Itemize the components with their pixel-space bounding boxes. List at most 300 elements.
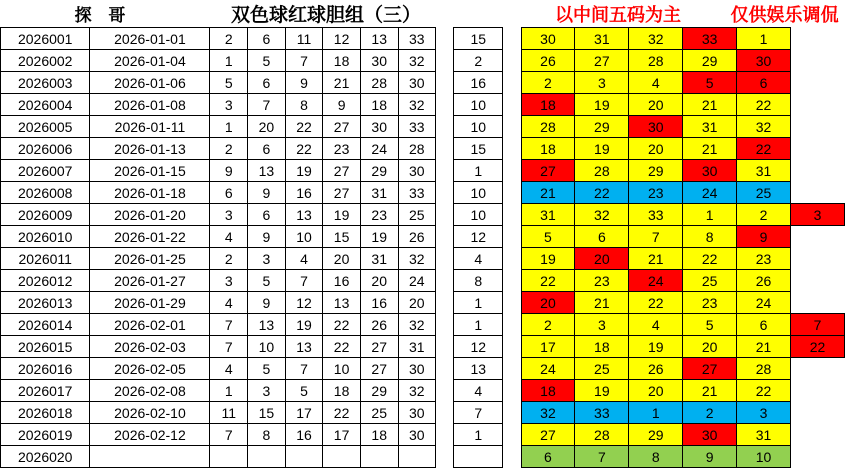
blue-ball-cell: 1	[454, 292, 503, 314]
prediction-cell	[790, 446, 844, 468]
red-ball-cell: 26	[360, 314, 398, 336]
blue-ball-cell: 12	[454, 336, 503, 358]
prediction-cell: 7	[575, 446, 629, 468]
red-ball-cell: 17	[285, 402, 323, 424]
prediction-cell	[790, 248, 844, 270]
prediction-cell: 28	[575, 424, 629, 446]
blue-ball-cell: 1	[454, 424, 503, 446]
spacer-cell	[436, 292, 454, 314]
red-ball-cell: 12	[323, 28, 361, 50]
prediction-cell: 8	[683, 226, 737, 248]
draw-date-cell: 2026-02-03	[90, 336, 210, 358]
prediction-cell	[790, 138, 844, 160]
prediction-cell: 29	[683, 50, 737, 72]
spacer-cell	[436, 72, 454, 94]
red-ball-cell: 5	[248, 358, 286, 380]
blue-ball-cell: 10	[454, 204, 503, 226]
author-title: 探 哥	[74, 6, 132, 25]
prediction-cell	[790, 50, 844, 72]
red-ball-cell: 24	[360, 138, 398, 160]
issue-cell: 2026019	[1, 424, 90, 446]
red-ball-cell: 6	[248, 72, 286, 94]
red-ball-cell: 18	[360, 94, 398, 116]
spacer-cell	[503, 116, 521, 138]
red-ball-cell: 8	[285, 94, 323, 116]
prediction-cell: 24	[629, 270, 683, 292]
blue-ball-cell: 2	[454, 50, 503, 72]
spacer-cell	[436, 50, 454, 72]
subtitle-strategy: 以中间五码为主	[555, 4, 682, 25]
red-ball-cell: 21	[323, 72, 361, 94]
spacer-cell	[503, 204, 521, 226]
red-ball-cell: 32	[398, 94, 436, 116]
prediction-cell: 33	[575, 402, 629, 424]
prediction-cell: 20	[575, 248, 629, 270]
prediction-cell: 20	[521, 292, 575, 314]
prediction-cell: 21	[683, 380, 737, 402]
red-ball-cell: 13	[285, 204, 323, 226]
red-ball-cell: 9	[323, 94, 361, 116]
red-ball-cell	[210, 446, 248, 468]
red-ball-cell: 10	[323, 358, 361, 380]
prediction-cell: 32	[737, 116, 791, 138]
prediction-cell: 27	[683, 358, 737, 380]
red-ball-cell: 27	[323, 160, 361, 182]
draw-date-cell: 2026-01-18	[90, 182, 210, 204]
prediction-cell: 21	[683, 94, 737, 116]
prediction-cell: 21	[521, 182, 575, 204]
issue-cell: 2026006	[1, 138, 90, 160]
spacer-cell	[436, 160, 454, 182]
spacer-cell	[436, 204, 454, 226]
table-row	[1, 424, 845, 446]
red-ball-cell: 4	[210, 358, 248, 380]
prediction-cell	[790, 402, 844, 424]
draw-date-cell: 2026-01-13	[90, 138, 210, 160]
red-ball-cell: 5	[248, 270, 286, 292]
prediction-cell: 4	[629, 314, 683, 336]
red-ball-cell	[248, 446, 286, 468]
table-row	[1, 292, 845, 314]
red-ball-cell: 2	[210, 248, 248, 270]
spacer-cell	[503, 226, 521, 248]
spacer-cell	[436, 314, 454, 336]
rows-body	[1, 28, 845, 468]
red-ball-cell: 1	[210, 116, 248, 138]
red-ball-cell: 19	[285, 160, 323, 182]
red-ball-cell: 30	[398, 358, 436, 380]
table-row	[1, 72, 845, 94]
prediction-cell: 26	[521, 50, 575, 72]
issue-cell: 2026003	[1, 72, 90, 94]
prediction-cell	[790, 358, 844, 380]
red-ball-cell: 5	[210, 72, 248, 94]
red-ball-cell: 7	[248, 94, 286, 116]
draw-date-cell: 2026-01-11	[90, 116, 210, 138]
draw-date-cell: 2026-01-01	[90, 28, 210, 50]
red-ball-cell: 7	[285, 358, 323, 380]
red-ball-cell: 30	[398, 424, 436, 446]
red-ball-cell: 2	[210, 138, 248, 160]
red-ball-cell	[398, 446, 436, 468]
red-ball-cell: 18	[323, 380, 361, 402]
red-ball-cell: 7	[210, 424, 248, 446]
prediction-cell: 22	[737, 138, 791, 160]
prediction-cell: 30	[521, 28, 575, 50]
prediction-cell: 18	[521, 94, 575, 116]
red-ball-cell: 16	[360, 292, 398, 314]
red-ball-cell: 7	[210, 314, 248, 336]
spacer-cell	[436, 380, 454, 402]
prediction-cell: 25	[737, 182, 791, 204]
prediction-cell: 9	[737, 226, 791, 248]
red-ball-cell: 31	[398, 336, 436, 358]
prediction-cell: 24	[737, 292, 791, 314]
prediction-cell: 5	[521, 226, 575, 248]
draw-date-cell: 2026-01-06	[90, 72, 210, 94]
prediction-cell: 22	[683, 248, 737, 270]
red-ball-cell: 25	[360, 402, 398, 424]
table-row	[1, 336, 845, 358]
table-row	[1, 226, 845, 248]
red-ball-cell: 6	[248, 204, 286, 226]
red-ball-cell: 6	[248, 28, 286, 50]
red-ball-cell: 31	[360, 248, 398, 270]
red-ball-cell: 22	[323, 402, 361, 424]
draw-date-cell: 2026-02-08	[90, 380, 210, 402]
table-row	[1, 182, 845, 204]
issue-cell: 2026005	[1, 116, 90, 138]
red-ball-cell: 18	[323, 50, 361, 72]
red-ball-cell: 32	[398, 314, 436, 336]
red-ball-cell: 28	[360, 72, 398, 94]
prediction-cell: 29	[629, 424, 683, 446]
prediction-cell	[790, 226, 844, 248]
prediction-cell: 32	[575, 204, 629, 226]
red-ball-cell: 13	[285, 336, 323, 358]
spacer-cell	[436, 28, 454, 50]
prediction-cell: 18	[575, 336, 629, 358]
prediction-cell: 23	[737, 248, 791, 270]
red-ball-cell: 7	[210, 336, 248, 358]
prediction-cell: 22	[575, 182, 629, 204]
table-row	[1, 446, 845, 468]
table-row	[1, 314, 845, 336]
prediction-cell: 21	[575, 292, 629, 314]
red-ball-cell: 13	[360, 28, 398, 50]
issue-cell: 2026008	[1, 182, 90, 204]
spacer-cell	[436, 424, 454, 446]
spacer-cell	[503, 292, 521, 314]
prediction-cell: 28	[575, 160, 629, 182]
prediction-cell: 2	[521, 72, 575, 94]
issue-cell: 2026014	[1, 314, 90, 336]
red-ball-cell: 22	[323, 336, 361, 358]
prediction-cell: 7	[629, 226, 683, 248]
draw-date-cell: 2026-01-08	[90, 94, 210, 116]
red-ball-cell: 27	[323, 182, 361, 204]
red-ball-cell: 20	[248, 116, 286, 138]
spacer-cell	[503, 402, 521, 424]
red-ball-cell: 19	[285, 314, 323, 336]
draw-date-cell: 2026-02-12	[90, 424, 210, 446]
spacer-cell	[503, 446, 521, 468]
prediction-cell: 28	[521, 116, 575, 138]
prediction-cell: 19	[575, 94, 629, 116]
blue-ball-cell: 1	[454, 160, 503, 182]
prediction-cell: 31	[737, 424, 791, 446]
prediction-cell: 23	[683, 292, 737, 314]
spacer-cell	[503, 160, 521, 182]
prediction-cell: 21	[737, 336, 791, 358]
spacer-cell	[503, 424, 521, 446]
draw-date-cell: 2026-01-20	[90, 204, 210, 226]
red-ball-cell: 18	[360, 424, 398, 446]
red-ball-cell: 17	[323, 424, 361, 446]
prediction-cell: 20	[629, 94, 683, 116]
spacer-cell	[503, 358, 521, 380]
spacer-cell	[503, 50, 521, 72]
table-row	[1, 116, 845, 138]
issue-cell: 2026018	[1, 402, 90, 424]
prediction-cell: 19	[575, 138, 629, 160]
prediction-cell	[790, 380, 844, 402]
issue-cell: 2026009	[1, 204, 90, 226]
prediction-cell: 20	[629, 138, 683, 160]
prediction-cell: 7	[790, 314, 844, 336]
draw-date-cell: 2026-01-25	[90, 248, 210, 270]
red-ball-cell: 8	[248, 424, 286, 446]
red-ball-cell: 5	[248, 50, 286, 72]
prediction-cell: 27	[521, 160, 575, 182]
red-ball-cell: 9	[210, 160, 248, 182]
red-ball-cell: 27	[360, 336, 398, 358]
prediction-cell: 28	[737, 358, 791, 380]
red-ball-cell: 28	[398, 138, 436, 160]
spacer-cell	[503, 138, 521, 160]
prediction-cell: 1	[683, 204, 737, 226]
red-ball-cell: 9	[285, 72, 323, 94]
draw-date-cell: 2026-01-15	[90, 160, 210, 182]
prediction-cell: 30	[737, 50, 791, 72]
red-ball-cell: 13	[323, 292, 361, 314]
issue-cell: 2026016	[1, 358, 90, 380]
prediction-cell: 23	[629, 182, 683, 204]
red-ball-cell: 11	[210, 402, 248, 424]
red-ball-cell: 1	[210, 380, 248, 402]
prediction-cell: 19	[629, 336, 683, 358]
table-row	[1, 160, 845, 182]
prediction-cell: 30	[629, 116, 683, 138]
red-ball-cell: 1	[210, 50, 248, 72]
prediction-cell: 31	[521, 204, 575, 226]
red-ball-cell: 13	[248, 160, 286, 182]
blue-ball-cell: 7	[454, 402, 503, 424]
prediction-cell: 29	[575, 116, 629, 138]
prediction-cell: 20	[683, 336, 737, 358]
prediction-cell: 1	[629, 402, 683, 424]
red-ball-cell: 19	[360, 226, 398, 248]
spacer-cell	[503, 72, 521, 94]
blue-ball-cell: 12	[454, 226, 503, 248]
spacer-cell	[436, 94, 454, 116]
blue-ball-cell: 1	[454, 314, 503, 336]
prediction-cell: 21	[629, 248, 683, 270]
red-ball-cell: 3	[248, 248, 286, 270]
spacer-cell	[436, 248, 454, 270]
prediction-cell: 33	[629, 204, 683, 226]
red-ball-cell: 13	[248, 314, 286, 336]
prediction-cell: 32	[521, 402, 575, 424]
red-ball-cell: 2	[210, 28, 248, 50]
table-row	[1, 248, 845, 270]
prediction-cell: 18	[521, 380, 575, 402]
spacer-cell	[436, 226, 454, 248]
red-ball-cell: 3	[210, 270, 248, 292]
issue-cell: 2026007	[1, 160, 90, 182]
prediction-cell: 2	[737, 204, 791, 226]
red-ball-cell: 25	[398, 204, 436, 226]
prediction-cell: 20	[629, 380, 683, 402]
draw-date-cell: 2026-01-04	[90, 50, 210, 72]
red-ball-cell: 33	[398, 116, 436, 138]
prediction-cell: 22	[629, 292, 683, 314]
blue-ball-cell: 10	[454, 116, 503, 138]
red-ball-cell: 29	[360, 160, 398, 182]
prediction-cell: 27	[521, 424, 575, 446]
red-ball-cell: 12	[285, 292, 323, 314]
red-ball-cell: 30	[398, 72, 436, 94]
lottery-table	[0, 0, 845, 27]
table-row	[1, 270, 845, 292]
blue-ball-cell: 10	[454, 182, 503, 204]
red-ball-cell: 23	[360, 204, 398, 226]
prediction-cell: 31	[683, 116, 737, 138]
draw-date-cell: 2026-02-05	[90, 358, 210, 380]
spacer-cell	[503, 336, 521, 358]
issue-cell: 2026011	[1, 248, 90, 270]
prediction-cell: 6	[521, 446, 575, 468]
spacer-cell	[503, 28, 521, 50]
red-ball-cell: 33	[398, 28, 436, 50]
prediction-cell: 18	[521, 138, 575, 160]
prediction-cell: 3	[575, 314, 629, 336]
issue-cell: 2026001	[1, 28, 90, 50]
red-ball-cell: 7	[285, 270, 323, 292]
prediction-cell: 22	[790, 336, 844, 358]
draw-date-cell: 2026-01-27	[90, 270, 210, 292]
spacer-cell	[503, 248, 521, 270]
prediction-cell: 30	[683, 424, 737, 446]
spacer-cell	[503, 182, 521, 204]
prediction-cell	[790, 270, 844, 292]
draw-date-cell: 2026-01-29	[90, 292, 210, 314]
prediction-cell: 6	[737, 72, 791, 94]
red-ball-cell: 30	[398, 402, 436, 424]
red-ball-cell: 22	[323, 314, 361, 336]
data-table	[0, 27, 845, 468]
issue-cell: 2026012	[1, 270, 90, 292]
red-ball-cell: 3	[248, 380, 286, 402]
prediction-cell: 21	[683, 138, 737, 160]
issue-cell: 2026004	[1, 94, 90, 116]
table-row	[1, 358, 845, 380]
spacer-cell	[436, 358, 454, 380]
table-row	[1, 94, 845, 116]
spacer-cell	[436, 270, 454, 292]
prediction-cell: 24	[683, 182, 737, 204]
red-ball-cell: 16	[285, 182, 323, 204]
red-ball-cell: 30	[360, 50, 398, 72]
red-ball-cell: 6	[248, 138, 286, 160]
red-ball-cell: 9	[248, 226, 286, 248]
prediction-cell: 31	[575, 28, 629, 50]
prediction-cell	[790, 424, 844, 446]
red-ball-cell: 23	[323, 138, 361, 160]
red-ball-cell: 20	[323, 248, 361, 270]
red-ball-cell	[360, 446, 398, 468]
red-ball-cell: 24	[398, 270, 436, 292]
red-ball-cell: 30	[398, 160, 436, 182]
spacer-cell	[436, 138, 454, 160]
prediction-cell: 6	[737, 314, 791, 336]
prediction-cell: 23	[575, 270, 629, 292]
red-ball-cell: 16	[285, 424, 323, 446]
prediction-cell: 4	[629, 72, 683, 94]
red-ball-cell: 27	[323, 116, 361, 138]
prediction-cell: 5	[683, 314, 737, 336]
issue-cell: 2026013	[1, 292, 90, 314]
prediction-cell: 3	[790, 204, 844, 226]
prediction-cell: 19	[575, 380, 629, 402]
prediction-cell	[790, 72, 844, 94]
spacer-cell	[436, 446, 454, 468]
prediction-cell: 29	[629, 160, 683, 182]
blue-ball-cell: 4	[454, 248, 503, 270]
prediction-cell: 3	[737, 402, 791, 424]
prediction-cell: 1	[737, 28, 791, 50]
page-title: 双色球红球胆组（三）	[231, 5, 422, 26]
red-ball-cell: 32	[398, 50, 436, 72]
red-ball-cell: 4	[285, 248, 323, 270]
red-ball-cell: 16	[323, 270, 361, 292]
spacer-cell	[503, 270, 521, 292]
blue-ball-cell	[454, 446, 503, 468]
subtitle-disclaimer: 仅供娱乐调侃	[730, 4, 839, 25]
draw-date-cell: 2026-01-22	[90, 226, 210, 248]
prediction-cell	[790, 292, 844, 314]
red-ball-cell: 10	[285, 226, 323, 248]
red-ball-cell: 3	[210, 94, 248, 116]
prediction-cell: 31	[737, 160, 791, 182]
red-ball-cell: 19	[323, 204, 361, 226]
prediction-cell: 17	[521, 336, 575, 358]
red-ball-cell: 11	[285, 28, 323, 50]
prediction-cell: 30	[683, 160, 737, 182]
prediction-cell: 27	[575, 50, 629, 72]
table-row	[1, 204, 845, 226]
prediction-cell: 10	[737, 446, 791, 468]
prediction-cell: 22	[737, 380, 791, 402]
blue-ball-cell: 10	[454, 94, 503, 116]
table-row	[1, 28, 845, 50]
spacer-cell	[503, 94, 521, 116]
prediction-cell	[790, 116, 844, 138]
red-ball-cell: 10	[248, 336, 286, 358]
prediction-cell: 6	[575, 226, 629, 248]
prediction-cell: 2	[521, 314, 575, 336]
prediction-cell	[790, 182, 844, 204]
